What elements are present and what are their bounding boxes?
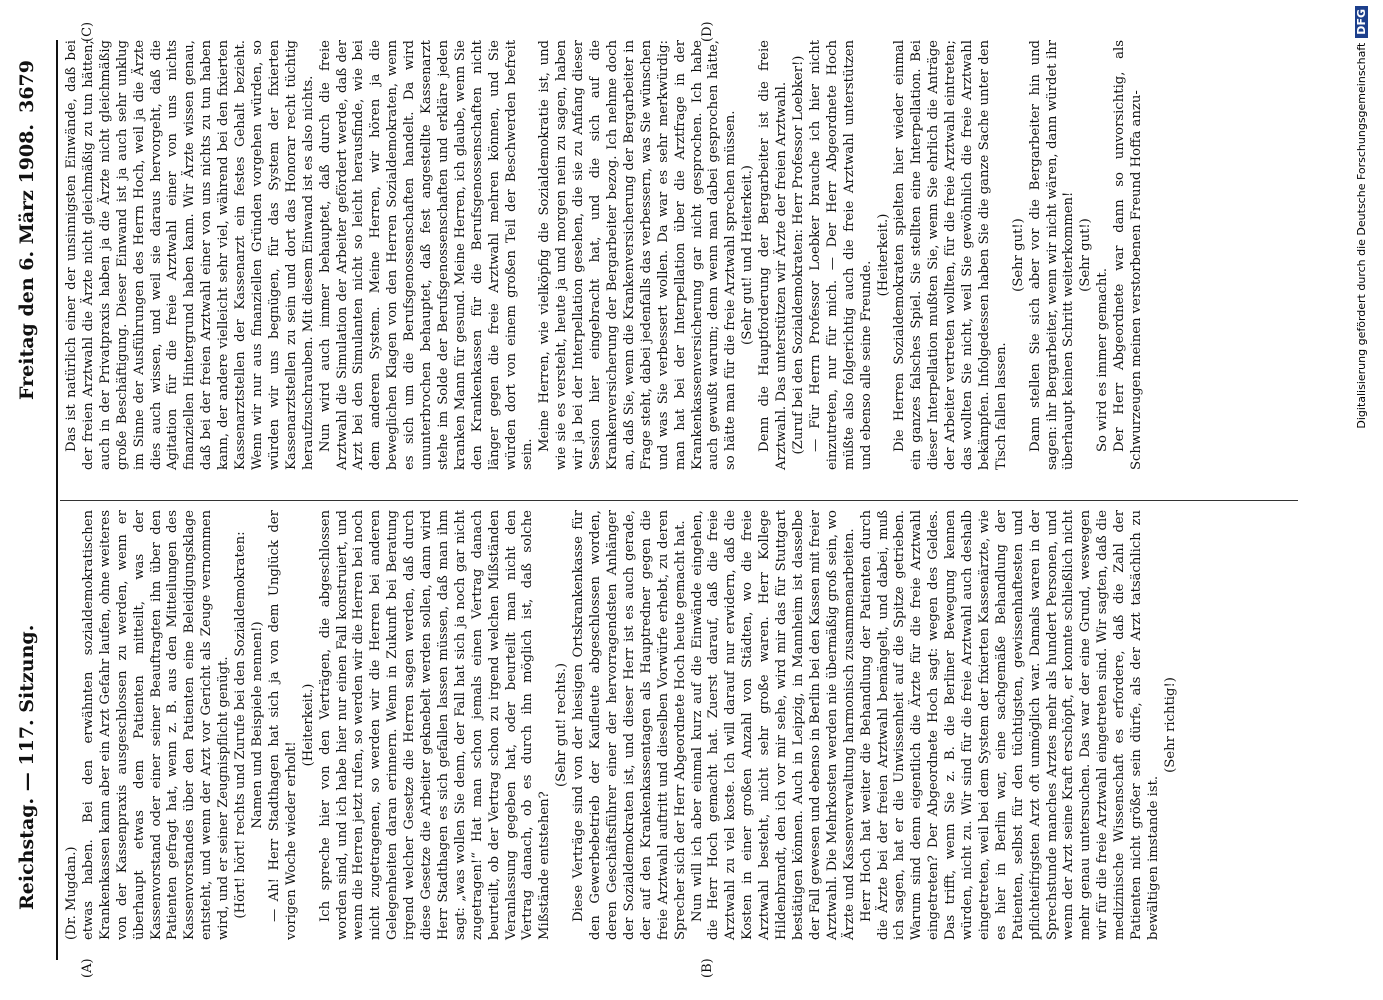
credit-text: Digitalisierung gefördert durch die Deutsche Forschungsgemeinschaft — [1355, 42, 1368, 429]
paragraph: Dann stellen Sie sich aber vor die Bergarbeiter hin und sagen: ihr Bergarbeiter, wenn wir nicht wären, dann würdet ihr überhaupt keinen Schritt weiterkommen! — [1027, 40, 1077, 470]
left-column — [64, 510, 1180, 940]
right-column — [64, 40, 1146, 470]
paragraph: Der Herr Abgeordnete war dann so unvorsichtig, als Schwurzeugen meinen verstorbenen Freund Hoffa anzu- — [1112, 40, 1145, 470]
margin-letter-a: (A) — [80, 958, 95, 978]
header-rule — [56, 40, 58, 960]
column-divider — [60, 500, 1298, 501]
interjection: (Hört! hört! rechts und Zurufe bei den Sozialdemokraten: Namen und Beispiele nennen!) — [233, 531, 265, 919]
header-session: Reichstag. — 117. Sitzung. — [16, 624, 38, 910]
page-header — [10, 40, 54, 960]
paragraph: Ich spreche hier von den Verträgen, die abgeschlossen worden sind, und ich habe hier nur einen Fall konstruiert, und wenn die Herren jetzt rufen, so werden wir die Herren bei noch nicht zugetragenen, so werden wir die Herren bei anderen Gelegenheiten daran erinnern. Wenn in Zukunft bei Beratung irgend welcher Gesetze die Herren sagen werden, daß durch diese Gesetze die Arbeiter geknebelt werden sollen, dann wird Herr Stadthagen es sich gefallen lassen müssen, daß man ihm sagt: „was wollen Sie denn, der Fall hat sich ja noch gar nicht zugetragen!“ Hat man schon jemals einen Vertrag danach beurteilt, ob der Vertrag schon zu irgend welchen Mißständen Veranlassung gegeben hat, oder beurteilt man nicht den Vertrag danach, ob es durch ihn möglich ist, daß solche Mißstände entstehen? — [317, 510, 553, 940]
paragraph: — Ah! Herr Stadthagen hat sich ja von dem Unglück der vorigen Woche wieder erholt! — [266, 510, 299, 940]
paragraph: Diese Verträge sind von der hiesigen Ortskrankenkasse für den Gewerbebetrieb der Kaufleute abgeschlossen worden, deren Geschäftsführer einer der hervorragendsten Anhänger der Sozialdemokraten ist, und dieser Herr ist es auch gerade, der auf den Krankenkassentagen als Hauptredner gegen die freie Arztwahl auftritt und dieselben Vorwürfe erhebt, zu deren Sprecher sich der Herr Abgeordnete Hoch heute gemacht hat. — [571, 510, 688, 940]
paragraph: Das ist natürlich einer der unsinnigsten Einwände, daß bei der freien Arztwahl die Ärzte nicht gleichmäßig zu tun hätten; auch in der Privatpraxis haben ja die Ärzte nicht gleichmäßig große Beschäftigung. Dieser Einwand ist ja auch sehr unklug im Sinne der Ausführungen des Herrn Hoch, weil ja die Ärzte dies auch wissen, und weil sie daraus hervorgeht, daß die Agitation für die freie Arztwahl einer von uns nichts finanziellen Hintergrund haben kann. Wir Ärzte wissen genau, daß bei der freien Arztwahl einer von uns nichts zu tun haben kann, der andere vielleicht sehr viel, während bei den fixierten Kassenarztstellen der Kassenarzt ein festes Gehalt bezieht. Wenn wir nur aus finanziellen Gründen vorgehen würden, so würden wir uns begnügen, für das System der fixierten Kassenarztstellen zu sein und dort das Honorar recht tüchtig heraufzuschrauben. Mit diesem Einwand ist es also nichts. — [64, 40, 316, 470]
paragraph: Die Herren Sozialdemokraten spielten hier wieder einmal ein ganzes falsches Spiel. Sie stellten eine Interpellation. Bei dieser Interpellation mußten Sie, wenn Sie ehrlich die Anträge der Arbeiter vertreten wollten, für die freie Arztwahl eintreten; das wollten Sie nicht, weil Sie gewöhnlich die freie Arztwahl bekämpfen. Infolgedessen haben Sie die ganze Sache unter den Tisch fallen lassen. — [892, 40, 1009, 470]
interjection: (Zuruf bei den Sozialdemokraten: Herr Professor Loebker!) — [790, 55, 806, 455]
margin-letter-d: (D) — [700, 21, 715, 42]
interjection: (Sehr gut! rechts.) — [554, 662, 570, 788]
paragraph: — Für Herrn Professor Loebker brauche ich hier nicht einzutreten, nur für mich. — Der Herr Abgeordnete Hoch müßte also folgerichtig auch die freie Arztwahl unterstützen und ebenso alle seine Freunde. — [807, 40, 874, 470]
interjection: (Heiterkeit.) — [300, 683, 316, 767]
digitization-credit — [1355, 6, 1373, 994]
paragraph: Meine Herren, wie vielköpfig die Sozialdemokratie ist, und wie sie es versteht, heute ja und morgen nein zu sagen, haben wir ja bei der Interpellation gesehen, die sie zu Anfang dieser Session hier eingebracht hat, und die sich auf die Krankenversicherung der Bergarbeiter bezog. Ich nehme doch an, daß Sie, wenn die Krankenversicherung der Bergarbeiter in Frage steht, dabei jedenfalls das verbessern, was Sie wünschen und was Sie verbessert wollen. Da war es sehr merkwürdig: man hat bei der Interpellation über die Arztfrage in der Krankenkassenversicherung gar nicht gesprochen. Ich habe auch gewußt warum; denn wenn man dabei gesprochen hätte, so hätte man für die freie Arztwahl sprechen müssen. — [537, 40, 739, 470]
interjection: (Sehr gut!) — [1010, 218, 1026, 292]
interjection: (Heiterkeit.) — [875, 213, 891, 297]
paragraph: Nun will ich aber einmal kurz auf die Einwände eingehen, die Herr Hoch gemacht hat. Zuerst darauf, daß die freie Arztwahl zu viel koste. Ich will darauf nur erwidern, daß die Kosten in einer großen Anzahl von Städten, wo die freie Arztwahl besteht, nicht sehr große waren. Herr Kollege Hildenbrandt, den ich vor mir sehe, wird mir das für Stuttgart bestätigen können. Auch in Leipzig, in Mannheim ist dasselbe der Fall gewesen und ebenso in Berlin bei den Kassen mit freier Arztwahl. Die Mehrkosten werden nie übermäßig groß sein, wo Ärzte und Kassenverwaltung harmonisch zusammenarbeiten. — [689, 510, 857, 940]
paragraph: So wird es immer gemacht. — [1095, 268, 1111, 452]
interjection: (Sehr richtig!) — [1162, 677, 1178, 773]
paragraph: Denn die Hauptforderung der Bergarbeiter ist die freie Arztwahl. Das unterstützen wir Ärzte der freien Arztwahl. — [757, 40, 790, 470]
page-number: 3679 — [16, 60, 38, 113]
paragraph: etwas haben. Bei den erwähnten sozialdemokratischen Krankenkassen kann aber ein Arzt Gefahr laufen, ohne weiteres von der Kassenpraxis ausgeschlossen zu werden, wenn er überhaupt etwas dem Patienten mitteilt, was der Kassenvorstand oder einer seiner Beauftragten ihn über den Patienten gefragt hat, wenn z. B. aus den Mitteilungen des Kassenvorstandes über den Patienten eine Beleidigungsklage entsteht, und wenn der Arzt vor Gericht als Zeuge vernommen wird, und er seiner Zeugnispflicht genügt. — [80, 510, 232, 940]
speaker-label: (Dr. Mugdan.) — [64, 846, 79, 940]
paragraph: Nun wird auch immer behauptet, daß durch die freie Arztwahl die Simulation der Arbeiter gefördert werde, daß der Arzt bei den Simulanten nicht so leicht herausfinde, wie bei dem anderen System. Meine Herren, wir hören ja die beweglichen Klagen von den Herren Sozialdemokraten, wenn es sich um die Berufsgenossenschaften handelt. Da wird ununterbrochen behauptet, daß fest angestellte Kassenarzt stehe im Solde der Berufsgenossenschaften und erkläre jeden kranken Mann für gesund. Meine Herren, ich glaube, wenn Sie den Krankenkassen für die Berufsgenossenschaften nicht länger gegen die freie Arztwahl mehren können, und Sie würden dort von einem großen Teil der Beschwerden befreit sein. — [317, 40, 536, 470]
header-date: Freitag den 6. März 1908. — [16, 124, 38, 400]
interjection: (Sehr gut! und Heiterkeit.) — [740, 165, 756, 345]
margin-letter-c: (C) — [80, 21, 95, 42]
paragraph: Herr Hoch hat weiter die Behandlung der Patienten durch die Ärzte bei der freien Arztwahl bemängelt, und dabei, muß ich sagen, hat er die Unwissenheit auf die Spitze getrieben. Warum sind denn eigentlich die Ärzte für die freie Arztwahl eingetreten? Der Abgeordnete Hoch sagt: wegen des Geldes. Das trifft, wenn Sie z. B. die Berliner Bewegung kennen würden, nicht zu. Wir sind für die freie Arztwahl auch deshalb eingetreten, weil bei dem System der fixierten Kassenärzte, wie es hier in Berlin war, eine sachgemäße Behandlung der Patienten, selbst für den tüchtigsten, gewissenhaftesten und pflichteifrigsten Arzt oft unmöglich war. Damals waren in der Sprechstunde manches Arztes mehr als hundert Personen, und wenn der Arzt seine Kraft erschöpft, er konnte schließlich nicht mehr genau untersuchen. Das war der eine Grund, weswegen wir für die freie Arztwahl eingetreten sind. Wir sagten, daß die medizinische Wissenschaft es erfordere, daß die Zahl der Patienten nicht größer sein dürfe, als der Arzt tatsächlich zu bewältigen imstande ist. — [858, 510, 1161, 940]
credit-line — [1355, 6, 1373, 994]
margin-letter-b: (B) — [700, 958, 715, 978]
dfg-logo: DFG — [1355, 6, 1368, 38]
interjection: (Sehr gut!) — [1078, 218, 1094, 292]
